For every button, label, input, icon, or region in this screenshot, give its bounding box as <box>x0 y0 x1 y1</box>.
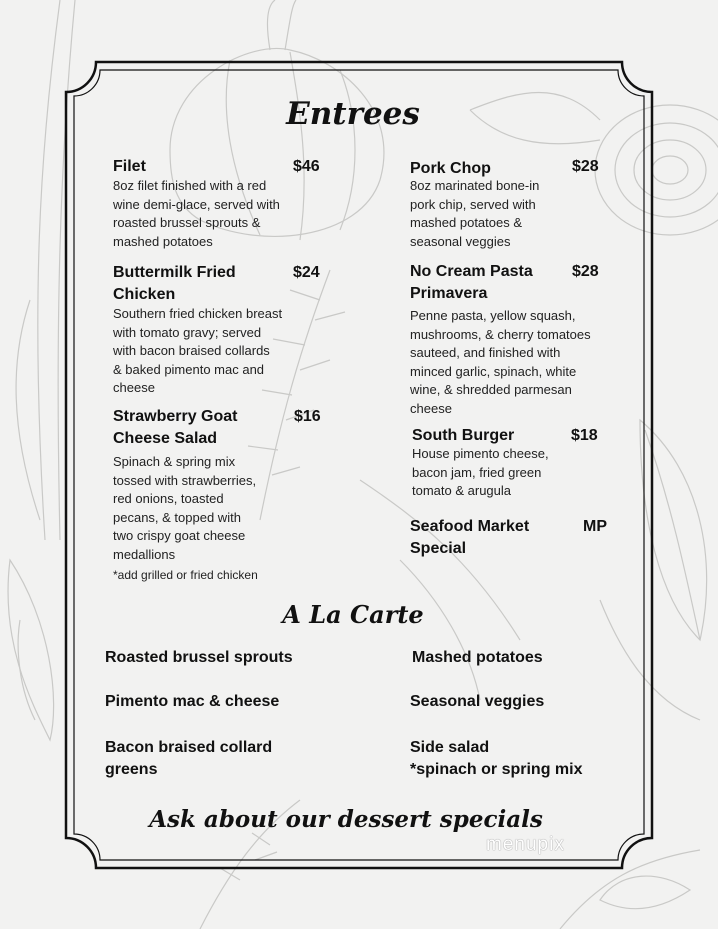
item-description: Penne pasta, yellow squash, mushrooms, & cherry tomatoes sauteed, and finished with minced garlic, spinach, white wine, & shredded parmesan cheese <box>410 308 591 416</box>
item-price: $16 <box>294 408 321 425</box>
item-name: Pork Chop <box>410 160 491 177</box>
side-roasted-brussel-sprouts: Roasted brussel sprouts <box>105 649 293 666</box>
side-seasonal-veggies: Seasonal veggies <box>410 693 545 710</box>
menu-item-no-cream-pasta-primavera <box>410 261 625 421</box>
item-add-on-note: *add grilled or fried chicken <box>113 568 258 582</box>
side-pimento-mac-cheese: Pimento mac & cheese <box>105 693 280 710</box>
side-side-salad: Side salad *spinach or spring mix <box>410 739 583 778</box>
item-name: Strawberry Goat Cheese Salad <box>113 408 238 447</box>
item-name: Seafood Market Special <box>410 518 530 557</box>
item-name: Filet <box>113 158 146 175</box>
menu-item-filet <box>113 156 328 256</box>
menu-item-buttermilk-fried-chicken <box>113 262 328 402</box>
item-price: MP <box>583 518 607 535</box>
item-name: No Cream Pasta Primavera <box>410 263 533 302</box>
item-price: $24 <box>293 264 320 281</box>
side-bacon-braised-collard-greens: Bacon braised collard greens <box>105 739 273 778</box>
dessert-specials-note: Ask about our dessert specials <box>149 806 543 833</box>
item-price: $46 <box>293 158 320 175</box>
menu-item-strawberry-goat-cheese-salad <box>113 406 328 586</box>
item-description: Southern fried chicken breast with tomato gravy; served with bacon braised collards & baked pimento mac and cheese <box>113 306 283 395</box>
item-price: $28 <box>572 158 599 175</box>
menu-item-seafood-market-special <box>410 516 610 566</box>
item-price: $28 <box>572 263 599 280</box>
menu-item-pork-chop <box>410 158 620 258</box>
a-la-carte-title: A La Carte <box>282 600 424 629</box>
item-name: South Burger <box>412 427 515 444</box>
item-name: Buttermilk Fried Chicken <box>113 264 236 303</box>
item-price: $18 <box>571 427 598 444</box>
item-description: House pimento cheese, bacon jam, fried green tomato & arugula <box>412 446 549 498</box>
menu-item-south-burger <box>412 425 612 505</box>
entrees-title: Entrees <box>286 96 420 132</box>
menupix-watermark: menupix <box>486 834 565 855</box>
item-description: 8oz filet finished with a red wine demi-glace, served with roasted brussel sprouts & mashed potatoes <box>113 178 280 249</box>
item-description: Spinach & spring mix tossed with strawberries, red onions, toasted pecans, & topped with two crispy goat cheese medallions <box>113 454 257 562</box>
side-mashed-potatoes: Mashed potatoes <box>412 649 543 666</box>
item-description: 8oz marinated bone-in pork chip, served with mashed potatoes & seasonal veggies <box>410 178 540 249</box>
